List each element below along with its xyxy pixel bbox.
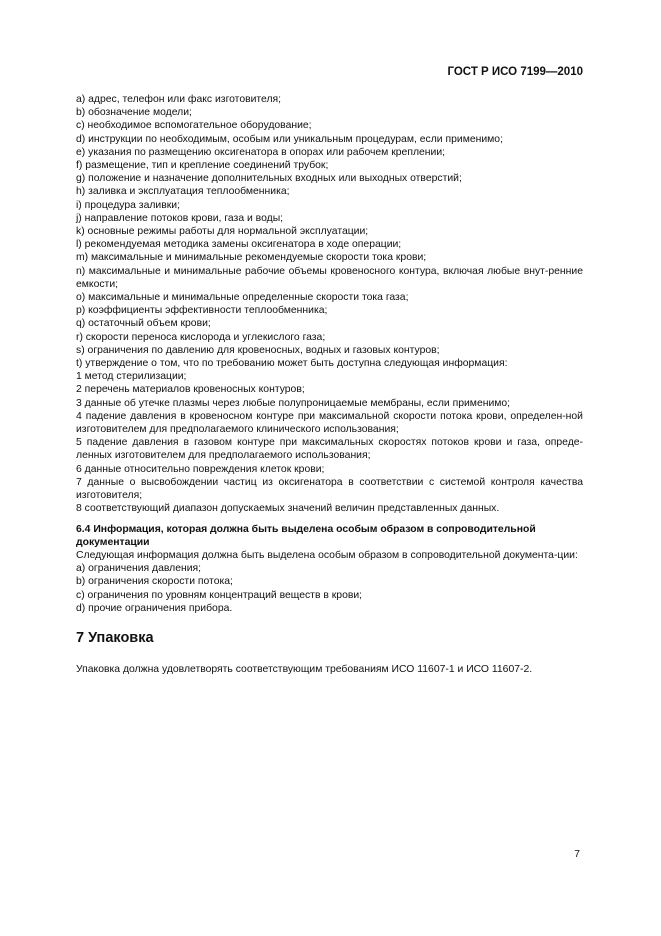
list-item-8: 8 соответствующий диапазон допускаемых значений величин представленных данных. (76, 503, 500, 515)
section-6-4-intro: Следующая информация должна быть выделена особым образом в сопроводительной документа-ции: (76, 549, 578, 561)
list-item-n: n) максимальные и минимальные рабочие объемы кровеносного контура, включая любые внут-ренние емкости; (76, 265, 583, 290)
list-item: p) коэффициенты эффективности теплообменника; (76, 305, 328, 317)
list-item-7: 7 данные о высвобождении частиц из оксигенатора в соответствии с системой контроля качества изготовителя; (76, 476, 583, 502)
list-item: 3 данные об утечке плазмы через любые полупроницаемые мембраны, если применимо; (76, 397, 511, 409)
section-6-4-title: 6.4 Информация, которая должна быть выделена особым образом в сопроводительной документации (76, 523, 536, 548)
list-item: b) ограничения скорости потока; (76, 576, 233, 588)
page-number: 7 (574, 849, 580, 860)
list-item: f) размещение, тип и крепление соединений трубок; (76, 160, 329, 172)
page-content (60, 93, 583, 676)
list-item: h) заливка и эксплуатация теплообменника; (76, 186, 290, 198)
list-item: e) указания по размещению оксигенатора в опорах или рабочем креплении; (76, 146, 446, 158)
list-item: g) положение и назначение дополнительных входных или выходных отверстий; (76, 173, 462, 185)
list-item: a) ограничения давления; (76, 563, 202, 575)
list-item: d) прочие ограничения прибора. (76, 602, 233, 614)
list-item: 2 перечень материалов кровеносных контуров; (76, 384, 305, 396)
list-o-to-t (60, 291, 583, 410)
list-item: m) максимальные и минимальные рекомендуемые скорости тока крови; (76, 252, 427, 264)
list-item: i) процедура заливки; (76, 199, 180, 211)
list-item-4: 4 падение давления в кровеносном контуре при максимальной скорости потока крови, определен-ной изготовителем для предполагаемого клинического использования; (76, 410, 583, 436)
list-item: l) рекомендуемая методика замены оксигенатора в ходе операции; (76, 239, 402, 251)
document-id-header: ГОСТ Р ИСО 7199—2010 (447, 66, 583, 78)
list-a-to-m (60, 93, 583, 265)
list-item: j) направление потоков крови, газа и воды; (76, 212, 284, 224)
list-item: t) утверждение о том, что по требованию может быть доступна следующая информация: (76, 358, 508, 370)
list-item: k) основные режимы работы для нормальной эксплуатации; (76, 226, 369, 238)
list-item: o) максимальные и минимальные определенные скорости тока газа; (76, 292, 409, 304)
list-item: a) адрес, телефон или факс изготовителя; (76, 94, 282, 105)
list-item: r) скорости переноса кислорода и углекислого газа; (76, 331, 326, 343)
section-7-text: Упаковка должна удовлетворять соответствующим требованиям ИСО 11607-1 и ИСО 11607-2. (76, 663, 533, 675)
list-item: q) остаточный объем крови; (76, 318, 211, 330)
list-item: s) ограничения по давлению для кровеносных, водных и газовых контуров; (76, 344, 440, 356)
list-item-6: 6 данные относительно повреждения клеток крови; (76, 463, 325, 475)
list-item: c) ограничения по уровням концентраций веществ в крови; (76, 589, 363, 601)
list-item: d) инструкции по необходимым, особым или уникальным процедурам, если применимо; (76, 133, 503, 145)
list-item-5: 5 падение давления в газовом контуре при максимальных скоростях потоков крови и газа, опреде-ленных изготовителем для предполагаемого использования; (76, 437, 583, 462)
list-item: c) необходимое вспомогательное оборудование; (76, 120, 312, 132)
section-7-title: 7 Упаковка (76, 629, 154, 646)
list-item: b) обозначение модели; (76, 107, 192, 119)
section-6-4-list (60, 562, 583, 615)
list-item: 1 метод стерилизации; (76, 371, 187, 383)
